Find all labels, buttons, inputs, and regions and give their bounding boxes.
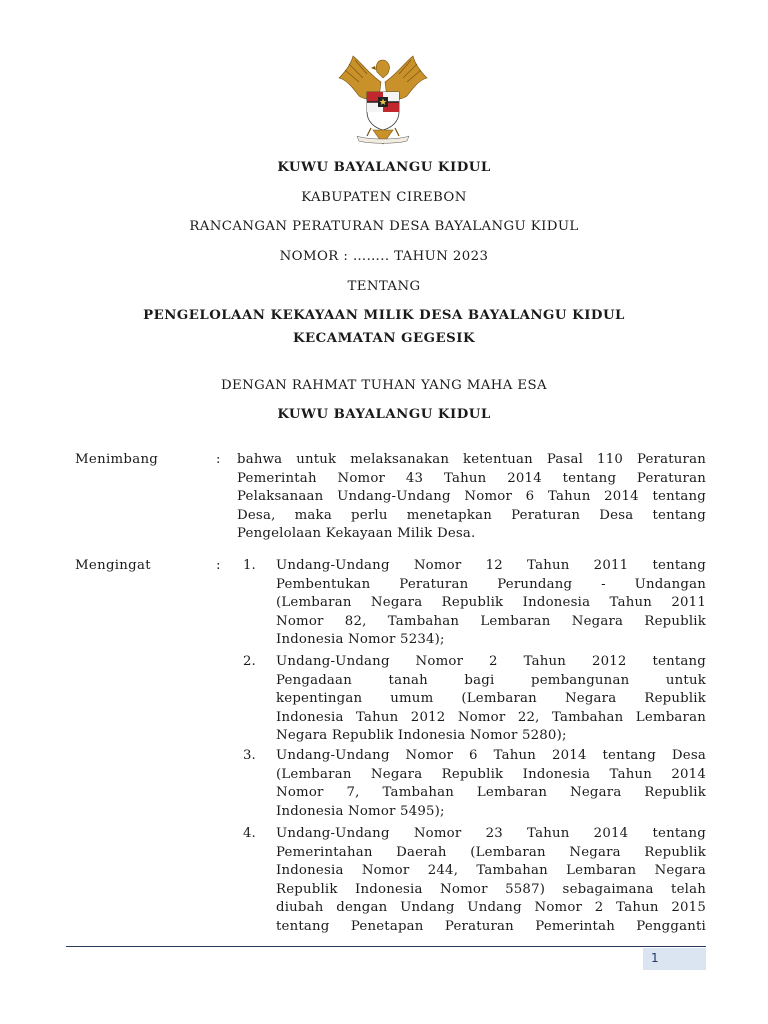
item-line: tentang Penetapan Peraturan Pemerintah Pengganti (276, 918, 706, 934)
item-line: Nomor 82, Tambahan Lembaran Negara Republik (276, 613, 706, 629)
item-line: Nomor 7, Tambahan Lembaran Negara Republik (276, 785, 706, 800)
mengingat-item-number: 3. (243, 748, 256, 763)
footer-divider (66, 946, 706, 947)
item-line: Undang-Undang Nomor 12 Tahun 2011 tentang (276, 558, 706, 573)
tentang-line: TENTANG (347, 279, 421, 294)
subject-line-1: PENGELOLAAN KEKAYAAN MILIK DESA BAYALANGU KIDUL (143, 308, 625, 323)
mengingat-item-3 (276, 747, 706, 821)
page-number: 1 (651, 951, 659, 965)
kuwu-title: KUWU BAYALANGU KIDUL (277, 160, 491, 175)
item-line: Pengadaan tanah bagi pembangunan untuk (276, 672, 706, 688)
menimbang-line: Pengelolaan Kekayaan Milik Desa. (237, 526, 476, 541)
item-line: Undang-Undang Nomor 6 Tahun 2014 tentang Desa (276, 748, 706, 763)
item-line: Indonesia Nomor 5495); (276, 803, 445, 819)
item-line: Undang-Undang Nomor 2 Tahun 2012 tentang (276, 654, 706, 669)
item-line: diubah dengan Undang Undang Nomor 2 Tahun 2015 (276, 900, 706, 915)
menimbang-line: Pemerintah Nomor 43 Tahun 2014 tentang Peraturan (237, 470, 706, 486)
item-line: (Lembaran Negara Republik Indonesia Tahun 2014 (276, 766, 706, 782)
item-line: Republik Indonesia Nomor 5587) sebagaimana telah (276, 881, 706, 897)
subject-line-2: KECAMATAN GEGESIK (292, 331, 476, 346)
menimbang-label: Menimbang (75, 452, 159, 467)
rahmat-line: DENGAN RAHMAT TUHAN YANG MAHA ESA (220, 378, 548, 393)
item-line: (Lembaran Negara Republik Indonesia Tahun 2011 (276, 595, 706, 610)
item-line: kepentingan umum (Lembaran Negara Republik (276, 691, 706, 706)
item-line: Negara Republik Indonesia Nomor 5280); (276, 728, 567, 743)
mengingat-label: Mengingat (75, 558, 151, 573)
menimbang-line: Pelaksanaan Undang-Undang Nomor 6 Tahun 2014 tentang (237, 489, 706, 504)
menimbang-colon: : (216, 452, 221, 467)
item-line: Pembentukan Peraturan Perundang - Undangan (276, 576, 706, 592)
menimbang-text (237, 451, 706, 544)
item-line: Indonesia Tahun 2012 Nomor 22, Tambahan Lembaran (276, 709, 706, 725)
page-number-box (643, 948, 706, 970)
kabupaten-line: KABUPATEN CIREBON (301, 190, 467, 205)
item-line: Undang-Undang Nomor 23 Tahun 2014 tentang (276, 826, 706, 841)
nomor-line: NOMOR : …….. TAHUN 2023 (279, 249, 489, 264)
garuda-emblem-icon (331, 52, 435, 148)
kuwu-title-2: KUWU BAYALANGU KIDUL (277, 407, 491, 422)
mengingat-item-2 (276, 653, 706, 746)
mengingat-item-1 (276, 557, 706, 650)
mengingat-item-number: 2. (243, 654, 256, 669)
rancangan-line: RANCANGAN PERATURAN DESA BAYALANGU KIDUL (189, 219, 579, 234)
item-line: Pemerintahan Daerah (Lembaran Negara Republik (276, 844, 706, 860)
mengingat-item-number: 4. (243, 826, 256, 841)
item-line: Indonesia Nomor 5234); (276, 632, 445, 647)
mengingat-item-4 (276, 825, 706, 936)
menimbang-line: bahwa untuk melaksanakan ketentuan Pasal 110 Peraturan (237, 452, 706, 467)
menimbang-line: Desa, maka perlu menetapkan Peraturan Desa tentang (237, 507, 706, 523)
mengingat-colon: : (216, 558, 221, 573)
mengingat-item-number: 1. (243, 558, 256, 573)
item-line: Indonesia Nomor 244, Tambahan Lembaran Negara (276, 863, 706, 878)
